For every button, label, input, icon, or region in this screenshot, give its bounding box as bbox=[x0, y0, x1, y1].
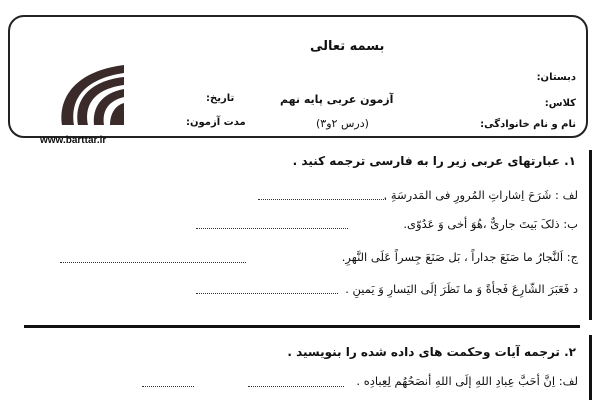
question-1-title: ۱. عبارتهای عربی زیر را به فارسی ترجمه کنید . bbox=[292, 154, 576, 168]
lesson-range: (درس ۲و۳) bbox=[316, 117, 369, 130]
website-url: www.barttar.ir bbox=[40, 135, 107, 146]
question-1-item-a: لف : شَرَحَ اِشاراتِ المُرورِ فی المَدرسَةِ . bbox=[383, 188, 578, 202]
question-2-title: ۲. ترجمه آیات وحکمت های داده شده را بنویسید . bbox=[287, 345, 576, 359]
answer-line[interactable] bbox=[248, 386, 344, 387]
school-label: دبستان: bbox=[536, 72, 576, 83]
header-box bbox=[8, 15, 588, 146]
exam-title: آزمون عربی پایه نهم bbox=[280, 93, 394, 106]
class-label: کلاس: bbox=[544, 98, 576, 109]
answer-line[interactable] bbox=[196, 293, 338, 294]
right-edge-line bbox=[589, 335, 592, 400]
date-label: تاریخ: bbox=[206, 93, 235, 104]
duration-label: مدت آزمون: bbox=[186, 117, 246, 128]
answer-line[interactable] bbox=[60, 262, 246, 263]
question-1-item-d: د فَعَبَرَ الشّارِعَ فَجأةً وَ ما نَظَرَ إلَی الیَسارِ وَ یَمینِ . bbox=[345, 282, 578, 296]
question-2-item-a: لف: اِنَّ أحَبَّ عِبادِ اللهِ إلَی اللهِ أنصَحُهُم لِعِبادِه . bbox=[356, 374, 578, 388]
answer-line[interactable] bbox=[258, 199, 386, 200]
right-edge-line bbox=[589, 150, 592, 320]
basmala: بسمه تعالی bbox=[310, 39, 385, 54]
answer-line[interactable] bbox=[196, 228, 348, 229]
barttar-logo bbox=[44, 57, 134, 135]
answer-line[interactable] bbox=[142, 386, 194, 387]
student-name-label: نام و نام خانوادگی: bbox=[480, 119, 576, 130]
section-divider bbox=[24, 325, 580, 328]
question-1-item-c: ج: اَلنَّجارُ ما صَنَعَ جداراً ، بَل صَنَعَ جِسراً عَلَی النَّهرِ. bbox=[341, 250, 578, 264]
question-1-item-b: ب: ذلکَ بَیتَ جاریٌّ ،هُوَ أخی وَ عَدُوّی. bbox=[403, 217, 578, 231]
